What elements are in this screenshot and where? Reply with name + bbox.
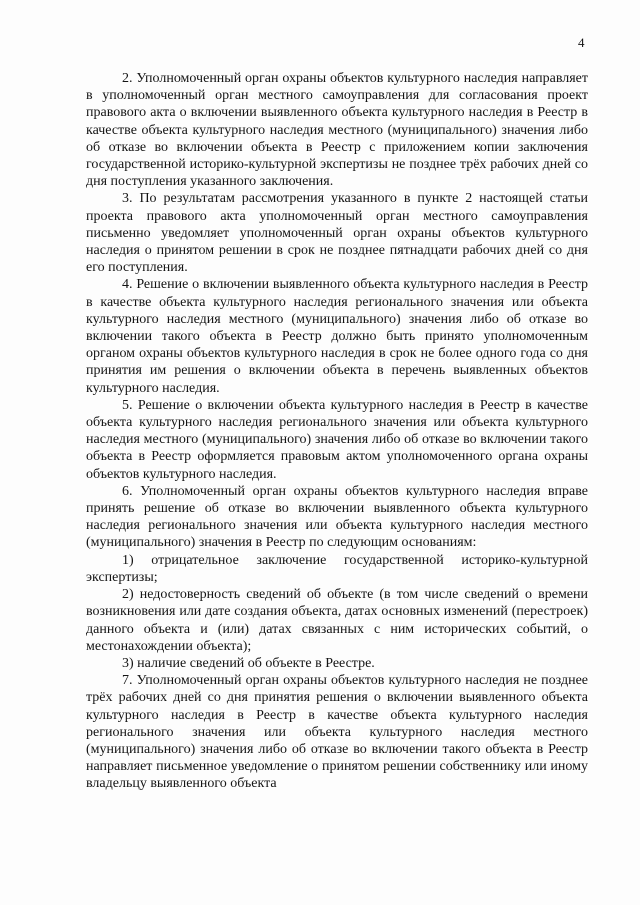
paragraph-3: 3. По результатам рассмотрения указанного в пункте 2 настоящей статьи проекта правового акта уполномоченный орган местного самоуправления письменно уведомляет уполномоченный орган охраны объектов культурного наследия о принятом решении в срок не позднее пятнадцати рабочих дней со дня его поступления. — [86, 191, 588, 276]
paragraph-5: 5. Решение о включении объекта культурного наследия в Реестр в качестве объекта культурного наследия регионального значения или объекта культурного наследия местного (муниципального) значения либо об отказе во включении такого объекта в Реестр оформляется правовым актом уполномоченного органа охраны объектов культурного наследия. — [86, 397, 588, 482]
page-number: 4 — [578, 35, 585, 50]
paragraph-6: 6. Уполномоченный орган охраны объектов культурного наследия вправе принять решение об отказе во включении выявленного объекта культурного наследия регионального значения или объекта культурного наследия местного (муниципального) значения в Реестр по следующим основаниям: — [86, 483, 588, 551]
list-item-2: 2) недостоверность сведений об объекте (в том числе сведений о времени возникновения или дате создания объекта, датах основных изменений (перестроек) данного объекта и (или) датах связанных с ним исторических событий, о местонахождении объекта); — [86, 587, 588, 654]
paragraph-2: 2. Уполномоченный орган охраны объектов культурного наследия направляет в уполномоченный орган местного самоуправления для согласования проект правового акта о включении выявленного объекта культурного наследия в Реестр в качестве объекта культурного наследия местного (муниципального) значения либо об отказе во включении объекта в Реестр с приложением копии заключения государственной историко-культурной экспертизы не позднее трёх рабочих дней со дня поступления указанного заключения. — [86, 71, 588, 190]
list-item-3: 3) наличие сведений об объекте в Реестре. — [122, 655, 375, 671]
document-body — [86, 70, 588, 793]
paragraph-4: 4. Решение о включении выявленного объекта культурного наследия в Реестр в качестве объекта культурного наследия регионального значения или объекта культурного наследия местного (муниципального) значения либо об отказе во включении такого объекта в Реестр должно быть принято уполномоченным органом охраны объектов культурного наследия в срок не более одного года со дня принятия им решения о включении объекта в перечень выявленных объектов культурного наследия. — [86, 277, 588, 396]
list-item-1: 1) отрицательное заключение государственной историко-культурной экспертизы; — [86, 552, 588, 585]
paragraph-7: 7. Уполномоченный орган охраны объектов культурного наследия не позднее трёх рабочих дней со дня принятия решения о включении выявленного объекта культурного наследия в Реестр в качестве объекта культурного наследия регионального значения или объекта культурного наследия местного (муниципального) значения либо об отказе во включении такого объекта в Реестр направляет письменное уведомление о принятом решении собственнику или иному владельцу выявленного объекта — [86, 673, 588, 792]
